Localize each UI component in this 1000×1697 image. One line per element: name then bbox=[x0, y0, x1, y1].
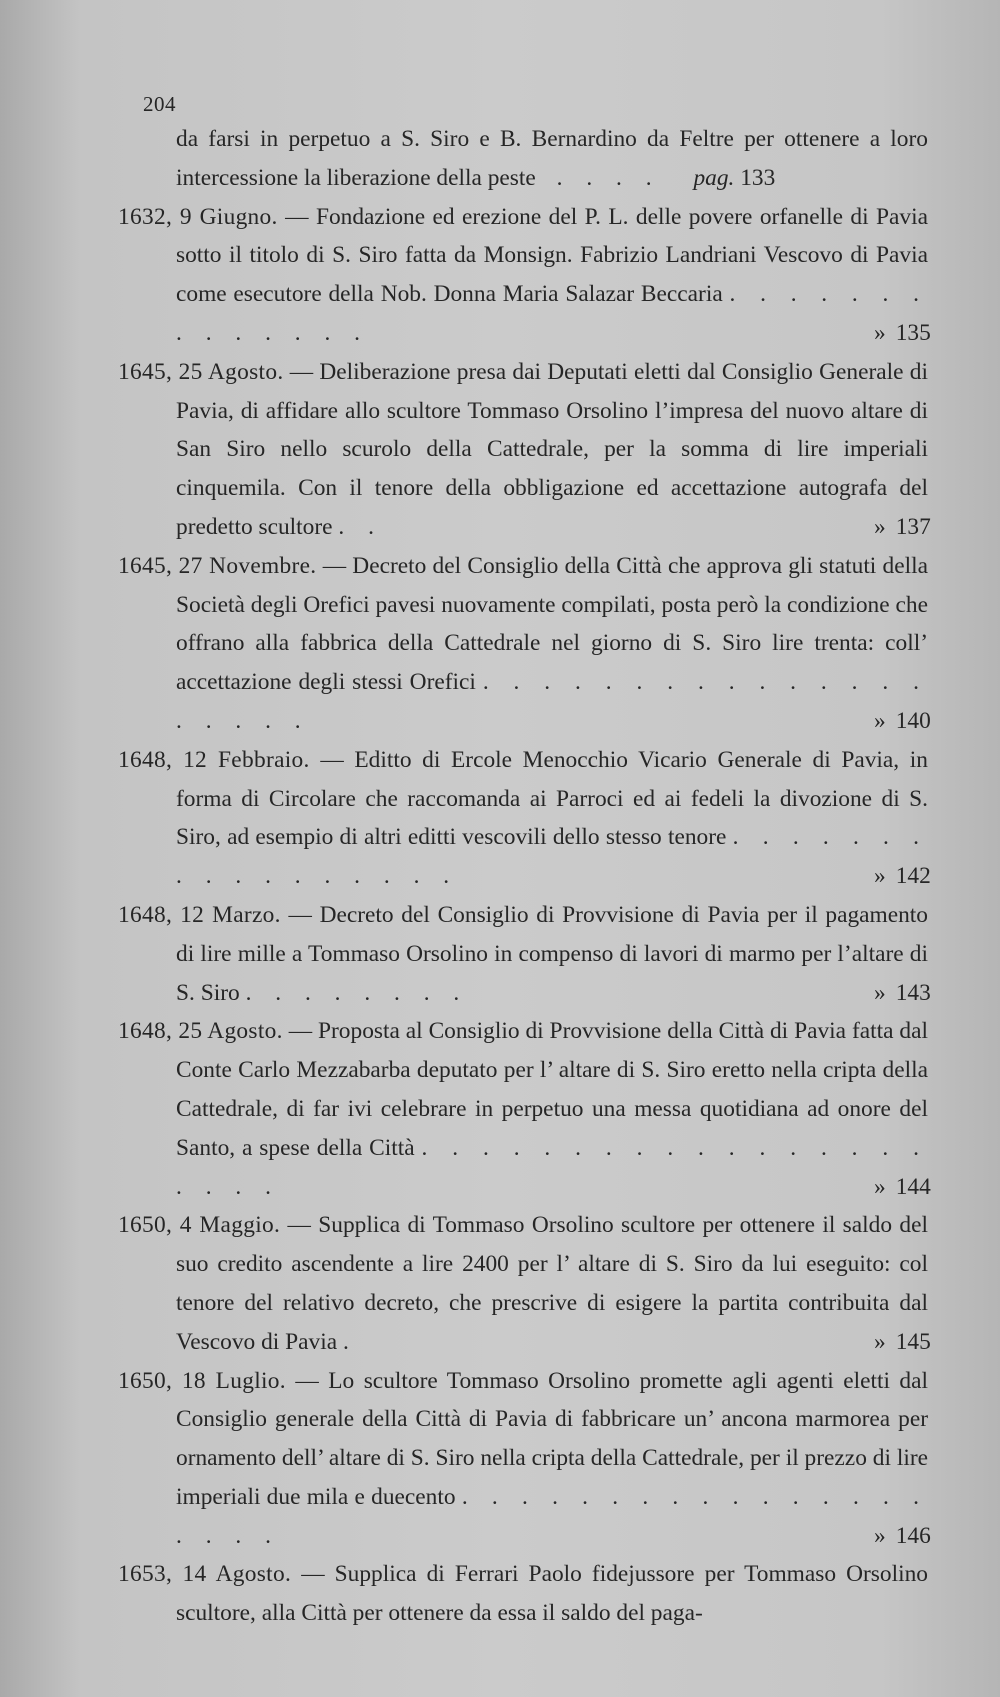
page-ref-mark: » bbox=[874, 979, 886, 1006]
page-ref-mark: » bbox=[874, 319, 886, 346]
page-ref-mark: » bbox=[874, 1522, 886, 1549]
leader-dots: . bbox=[342, 1328, 358, 1355]
entry-body: — Lo scultore Tommaso Orsolino promette agli agenti eletti dal Consiglio generale della Città di Pavia di fabbricare un’ ancona marmorea per ornamento dell’ altare di S. Siro nella cripta della Cattedrale, per il prezzo di lire imperiali due mila e duecento bbox=[176, 1367, 928, 1510]
leader-dots: . . bbox=[338, 513, 383, 540]
page-ref: 140 bbox=[895, 707, 931, 734]
index-entry bbox=[118, 1206, 931, 1361]
page-ref-mark: » bbox=[874, 513, 886, 540]
entry-body: — Deliberazione presa dai Deputati eletti dal Consiglio Generale di Pavia, di affidare allo scultore Tommaso Orsolino l’impresa del nuovo altare di San Siro nello scurolo della Cattedrale, per la somma di lire imperiali cinquemila. Con il tenore della obbligazione ed accettazione autografa del predetto scultore bbox=[176, 358, 928, 540]
page-ref: 143 bbox=[895, 979, 931, 1006]
entry-date: 1632, 9 Giugno. bbox=[118, 203, 278, 230]
index-entry bbox=[118, 120, 928, 198]
entry-date: 1650, 18 Luglio. bbox=[118, 1367, 286, 1394]
index-entry bbox=[118, 353, 931, 547]
index-entry bbox=[118, 1555, 928, 1633]
leader-dots: . . . . . . . . . . . . . . . . . . . . bbox=[176, 669, 928, 734]
leader-dots: . . . . bbox=[541, 164, 676, 191]
index-entry bbox=[118, 1362, 931, 1556]
leader-dots: . . . . . . . . . . . . . . . . . . . . bbox=[176, 1483, 928, 1549]
index-entry bbox=[118, 1012, 931, 1206]
page-ref: 145 bbox=[895, 1328, 931, 1355]
entry-body: — Fondazione ed erezione del P. L. delle povere orfanelle di Pavia sotto il titolo di S. Siro fatta da Monsign. Fabrizio Landriani Vescovo di Pavia come esecutore della Nob. Donna Maria Salazar Beccaria bbox=[176, 203, 928, 308]
leader-dots: . . . . . . . . bbox=[245, 979, 469, 1006]
page-ref: 144 bbox=[895, 1173, 931, 1200]
index-entry bbox=[118, 896, 931, 1012]
leader-dots: . . . . . . . . . . . . . . . . . bbox=[176, 824, 928, 890]
page-ref: 137 bbox=[895, 513, 931, 540]
index-entry bbox=[118, 198, 931, 353]
entry-body: — Decreto del Consiglio di Provvisione di Pavia per il pagamento di lire mille a Tommaso Orsolino in compenso di lavori di marmo per l’altare di S. Siro bbox=[176, 901, 929, 1006]
page-number: 204 bbox=[143, 92, 176, 116]
entry-date: 1650, 4 Maggio. bbox=[118, 1212, 281, 1239]
page-ref: 146 bbox=[895, 1522, 931, 1549]
index-entry bbox=[118, 741, 931, 896]
entry-body: — Editto di Ercole Menocchio Vicario Generale di Pavia, in forma di Circolare che raccomanda ai Parroci ed ai fedeli la divozione di S. Siro, ad esempio di altri editti vescovili dello stesso tenore bbox=[176, 746, 928, 851]
entry-body: — Supplica di Tommaso Orsolino scultore per ottenere il saldo del suo credito ascendente a lire 2400 per l’ altare di S. Siro da lui eseguito: col tenore del relativo decreto, che prescrive di esigere la partita contribuita dal Vescovo di Pavia bbox=[176, 1212, 928, 1355]
page-ref-mark: pag. bbox=[693, 164, 735, 191]
entry-line bbox=[176, 120, 928, 198]
page-ref: 142 bbox=[895, 863, 931, 890]
entry-date: 1648, 25 Agosto. bbox=[118, 1018, 283, 1045]
page-ref: 135 bbox=[895, 319, 931, 346]
entry-body: — Proposta al Consiglio di Provvisione della Città di Pavia fatta dal Conte Carlo Mezzabarba deputato per l’ altare di S. Siro eretto nella cripta della Cattedrale, di far ivi celebrare in perpetuo una messa quotidiana ad onore del Santo, a spese della Città bbox=[176, 1018, 928, 1161]
leader-dots: . . . . . . . . . . . . . . bbox=[176, 281, 928, 346]
page-ref-mark: » bbox=[874, 1328, 886, 1355]
entry-date: 1648, 12 Febbraio. bbox=[118, 746, 310, 773]
page-ref-mark: » bbox=[874, 707, 886, 734]
page-ref-mark: » bbox=[874, 1173, 886, 1200]
document-index bbox=[118, 120, 931, 1633]
leader-dots: . . . . . . . . . . . . . . . . . . . . . bbox=[176, 1134, 928, 1200]
entry-date: 1653, 14 Agosto. bbox=[118, 1561, 292, 1588]
page-ref: 133 bbox=[740, 164, 776, 191]
entry-body: — Decreto del Consiglio della Città che approva gli statuti della Società degli Orefici pavesi nuovamente compilati, posta però la condizione che offrano alla fabbrica della Cattedrale nel giorno di S. Siro lire trenta: coll’ accettazione degli stessi Orefici bbox=[176, 552, 928, 696]
entry-body: — Supplica di Ferrari Paolo fidejussore per Tommaso Orsolino scultore, alla Città per ottenere da essa il saldo del paga- bbox=[176, 1561, 928, 1627]
entry-date: 1645, 25 Agosto. bbox=[118, 358, 284, 385]
index-entry bbox=[118, 547, 931, 741]
entry-date: 1645, 27 Novembre. bbox=[118, 552, 317, 579]
entry-date: 1648, 12 Marzo. bbox=[118, 901, 281, 928]
page-ref-mark: » bbox=[874, 863, 886, 890]
entry-body: da farsi in perpetuo a S. Siro e B. Bernardino da Feltre per ottenere a loro intercessione la liberazione della peste bbox=[176, 126, 928, 191]
